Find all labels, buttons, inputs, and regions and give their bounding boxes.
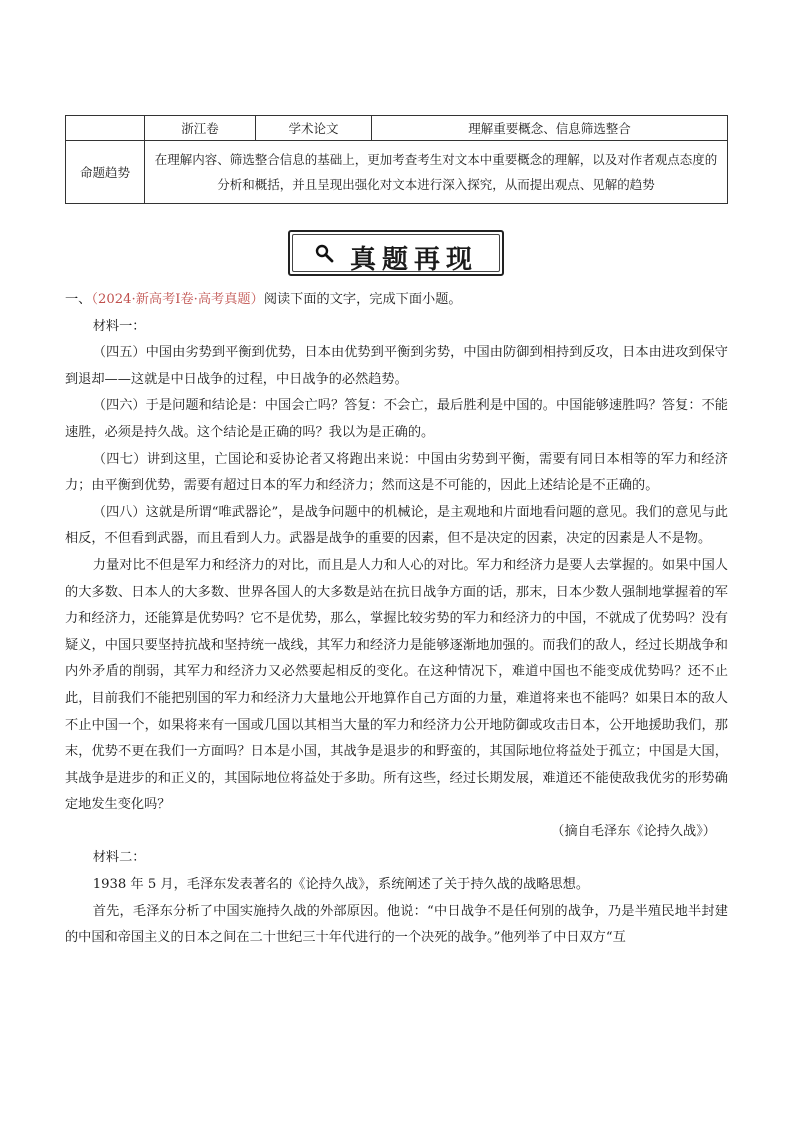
province-cell: 浙江卷 xyxy=(145,116,256,141)
paragraph: （四八）这就是所谓“唯武器论”，是战争问题中的机械论，是主观地和片面地看问题的意见。我们的意见与此相反，不但看到武器，而且看到人力。武器是战争的重要的因素，但不是决定的因素，决定的因素是人不是物。 xyxy=(65,504,728,547)
material2-label: 材料二： xyxy=(92,850,146,866)
question-instruction: 阅读下面的文字，完成下面小题。 xyxy=(263,292,462,307)
question-header xyxy=(65,287,728,314)
citation: （摘自毛泽东《论持久战》） xyxy=(551,823,716,839)
focus-cell: 理解重要概念、信息筛选整合 xyxy=(372,116,728,141)
trend-row xyxy=(66,141,728,204)
banner-title: 真题再现 xyxy=(350,245,479,275)
paragraph: （四七）讲到这里，亡国论和妥协论者又将跑出来说：中国由劣势到平衡，需要有同日本相等的军力和经济力；由平衡到优势，需要有超过日本的军力和经济力；然而这是不可能的，因此上述结论是不正确的。 xyxy=(65,451,728,494)
info-empty-cell xyxy=(66,116,145,141)
paragraph: 力量对比不但是军力和经济力的对比，而且是人力和人心的对比。军力和经济力是要人去掌握的。如果中国人的大多数、日本人的大多数、世界各国人的大多数是站在抗日战争方面的话，那末，日本少数人强制地掌握着的军力和经济力，还能算是优势吗？它不是优势，那么，掌握比较劣势的军力和经济力的中国，不就成了优势吗？没有疑义，中国只要坚持抗战和坚持统一战线，其军力和经济力是能够逐渐地加强的。而我们的敌人，经过长期战争和内外矛盾的削弱，其军力和经济力又必然要起相反的变化。在这种情况下，难道中国也不能变成优势吗？还不止此，目前我们不能把别国的军力和经济力大量地公开地算作自己方面的力量，难道将来也不能吗？如果日本的敌人不止中国一个，如果将来有一国或几国以其相当大量的军力和经济力公开地防御或攻击日本，公开地援助我们，那末，优势不更在我们一方面吗？日本是小国，其战争是退步的和野蛮的，其国际地位将益处于孤立；中国是大国，其战争是进步的和正义的，其国际地位将益处于多助。所有这些，经过长期发展，难道还不能使敌我优劣的形势确定地发生变化吗？ xyxy=(65,557,728,813)
info-table-row xyxy=(66,116,728,141)
genre-cell: 学术论文 xyxy=(256,116,372,141)
material1-label: 材料一： xyxy=(92,318,146,334)
trend-text: 在理解内容、筛选整合信息的基础上，更加考查考生对文本中重要概念的理解，以及对作者观点态度的分析和概括，并且呈现出强化对文本进行深入探究，从而提出观点、见解的趋势 xyxy=(145,141,728,204)
paragraph: （四五）中国由劣势到平衡到优势，日本由优势到平衡到劣势，中国由防御到相持到反攻，日本由进攻到保守到退却——这就是中日战争的过程，中日战争的必然趋势。 xyxy=(65,345,728,387)
search-icon xyxy=(314,243,336,265)
info-table xyxy=(65,115,728,204)
passage xyxy=(65,287,728,952)
question-number: 一、 xyxy=(65,292,92,307)
paragraph: 首先，毛泽东分析了中国实施持久战的外部原因。他说：“中日战争不是任何别的战争，乃是半殖民地半封建的中国和帝国主义的日本之间在二十世纪三十年代进行的一个决死的战争。”他列举了中日双方“互 xyxy=(65,903,728,946)
paragraph: 1938 年 5 月，毛泽东发表著名的《论持久战》，系统阐述了关于持久战的战略思想。 xyxy=(92,877,590,893)
section-banner xyxy=(288,230,504,276)
question-source: （2024·新高考Ⅰ卷·高考真题） xyxy=(91,292,264,307)
trend-label: 命题趋势 xyxy=(66,141,145,204)
paragraph: （四六）于是问题和结论是：中国会亡吗？答复：不会亡，最后胜利是中国的。中国能够速胜吗？答复：不能速胜，必须是持久战。这个结论是正确的吗？我以为是正确的。 xyxy=(65,398,728,440)
